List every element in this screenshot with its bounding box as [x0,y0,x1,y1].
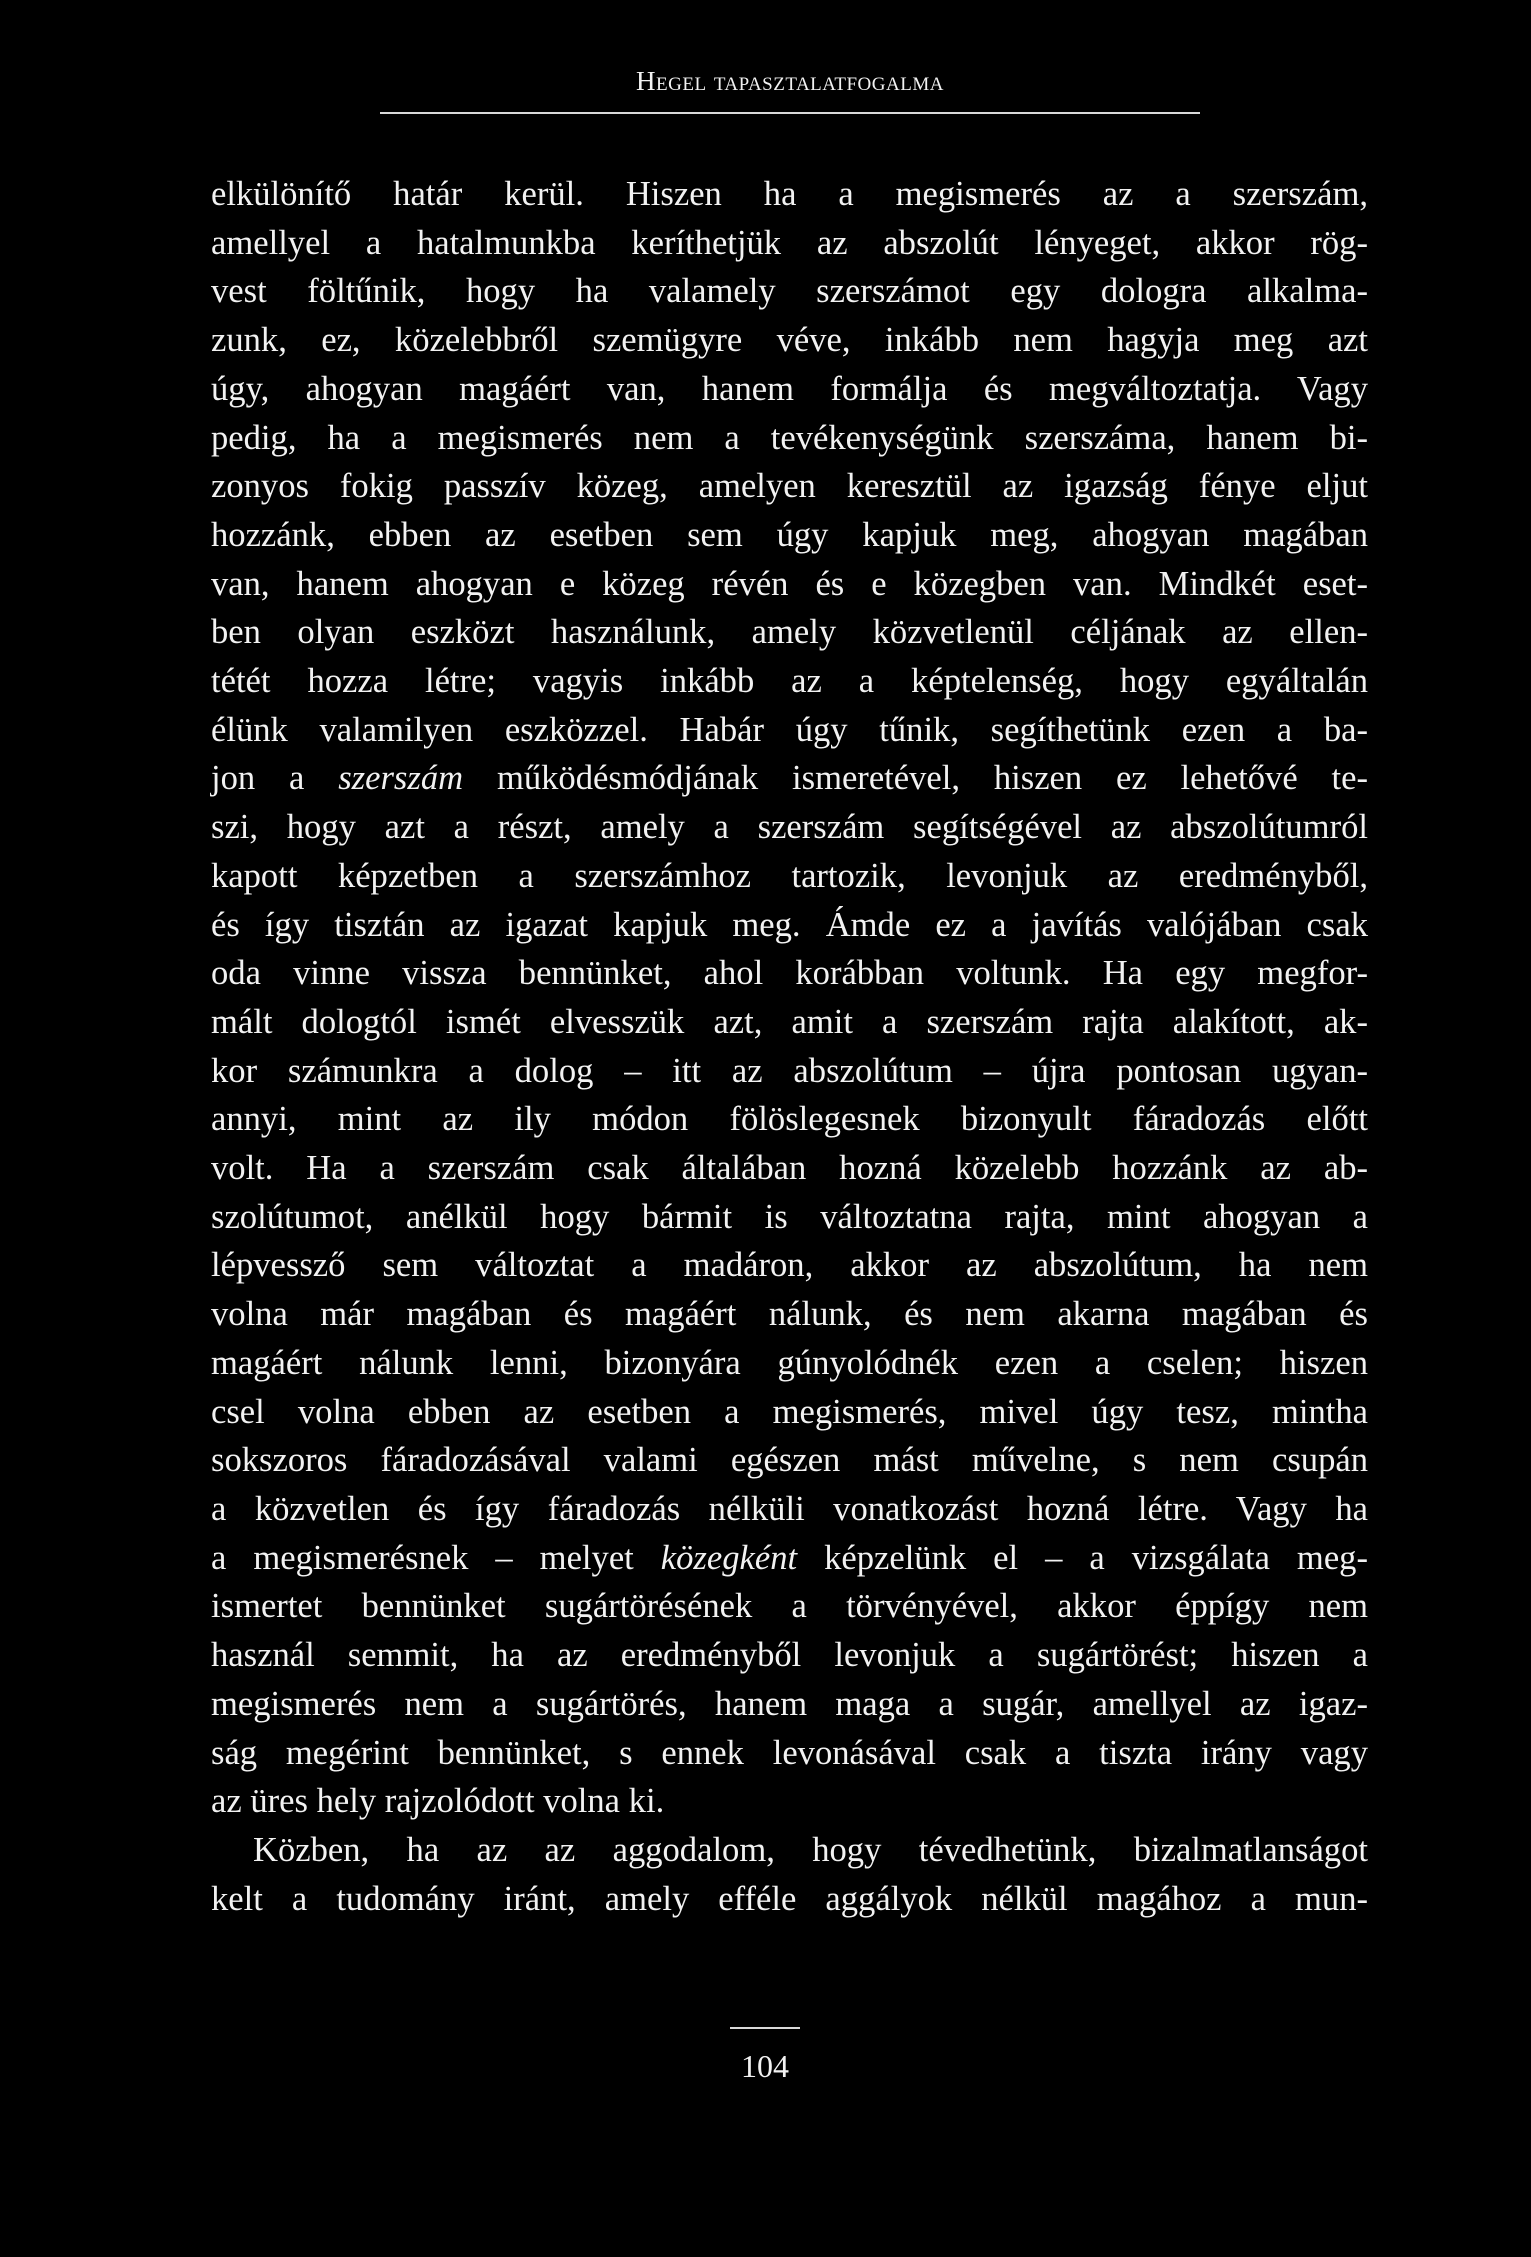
text-line: Közben, ha az az aggodalom, hogy tévedhetünk, bizalmatlanságot [253,1830,1368,1869]
text-line: elkülönítő határ kerül. Hiszen ha a megismerés az a szerszám, [211,175,1368,213]
text-line: sokszoros fáradozásával valami egészen mást művelne, s nem csupán [211,1441,1368,1480]
text-line: ság megérint bennünket, s ennek levonásával csak a tiszta irány vagy [211,1733,1368,1772]
paragraph-1 [211,170,1368,1826]
text-line: van, hanem ahogyan e közeg révén és e közegben van. Mindkét eset- [211,564,1368,603]
text-line: kor számunkra a dolog – itt az abszolútum – újra pontosan ugyan- [211,1051,1368,1090]
text-line: zonyos fokig passzív közeg, amelyen keresztül az igazság fénye eljut [211,467,1368,506]
text-line: a közvetlen és így fáradozás nélküli vonatkozást hozná létre. Vagy ha [211,1489,1368,1528]
text-line: amellyel a hatalmunkba keríthetjük az abszolút lényeget, akkor rög- [211,223,1368,262]
text-line: annyi, mint az ily módon fölöslegesnek bizonyult fáradozás előtt [211,1100,1368,1139]
text-line: oda vinne vissza bennünket, ahol korábban voltunk. Ha egy megfor- [211,954,1368,993]
text-line: megismerés nem a sugártörés, hanem maga a sugár, amellyel az igaz- [211,1684,1368,1723]
body-text [211,170,1368,1923]
text-line: az üres hely rajzolódott volna ki. [211,1782,665,1821]
text-line: tétét hozza létre; vagyis inkább az a képtelenség, hogy egyáltalán [211,662,1368,701]
italic-term: közegként [660,1538,798,1577]
italic-term: szerszám [338,759,464,798]
text-line: hozzánk, ebben az esetben sem úgy kapjuk meg, ahogyan magában [211,515,1368,554]
text-line: úgy, ahogyan magáért van, hanem formálja és megváltoztatja. Vagy [211,369,1368,408]
text-line: kapott képzetben a szerszámhoz tartozik, levonjuk az eredményből, [211,856,1368,895]
text-line: lépvessző sem változtat a madáron, akkor az abszolútum, ha nem [211,1246,1368,1285]
text-line: zunk, ez, közelebbről szemügyre véve, inkább nem hagyja meg azt [211,321,1368,360]
text-line: élünk valamilyen eszközzel. Habár úgy tűnik, segíthetünk ezen a ba- [211,710,1368,749]
text-line: ben olyan eszközt használunk, amely közvetlenül céljának az ellen- [211,613,1368,652]
text-line: jon a szerszám működésmódjának ismeretével, hiszen ez lehetővé te- [211,759,1368,798]
text-line: szolútumot, anélkül hogy bármit is változtatna rajta, mint ahogyan a [211,1197,1368,1236]
text-line: volna már magában és magáért nálunk, és nem akarna magában és [211,1295,1368,1334]
header-rule [380,112,1200,114]
running-header: Hegel tapasztalatfogalma [636,66,944,96]
text-line: magáért nálunk lenni, bizonyára gúnyolódnék ezen a cselen; hiszen [211,1343,1368,1382]
text-line: volt. Ha a szerszám csak általában hozná közelebb hozzánk az ab- [211,1149,1368,1188]
text-line: ismertet bennünket sugártörésének a törvényével, akkor éppígy nem [211,1587,1368,1626]
text-line: és így tisztán az igazat kapjuk meg. Ámde ez a javítás valójában csak [211,905,1368,944]
text-line: csel volna ebben az esetben a megismerés, mivel úgy tesz, mintha [211,1392,1368,1431]
text-line: szi, hogy azt a részt, amely a szerszám segítségével az abszolútumról [211,808,1368,847]
text-line: mált dologtól ismét elvesszük azt, amit a szerszám rajta alakított, ak- [211,1002,1368,1041]
paragraph-2 [211,1826,1368,1923]
text-line: vest föltűnik, hogy ha valamely szerszámot egy dologra alkalma- [211,272,1368,311]
page-number: 104 [741,2048,789,2084]
text-line: pedig, ha a megismerés nem a tevékenységünk szerszáma, hanem bi- [211,418,1368,457]
text-line: kelt a tudomány iránt, amely efféle aggályok nélkül magához a mun- [211,1879,1368,1918]
footer-rule [730,2027,800,2029]
text-line: a megismerésnek – melyet közegként képzelünk el – a vizsgálata meg- [211,1538,1368,1577]
text-line: használ semmit, ha az eredményből levonjuk a sugártörést; hiszen a [211,1636,1368,1675]
